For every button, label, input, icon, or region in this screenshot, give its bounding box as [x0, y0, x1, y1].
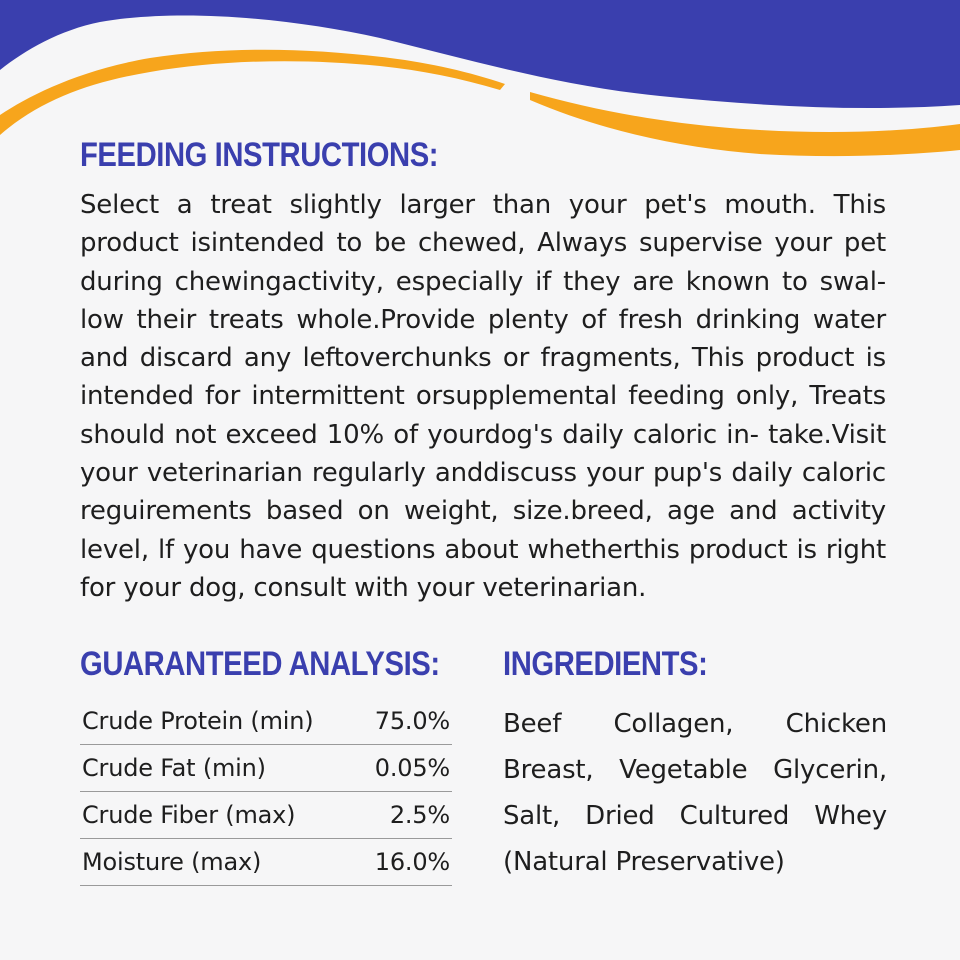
blue-wave — [0, 0, 960, 108]
feeding-instructions-title: FEEDING INSTRUCTIONS: — [80, 136, 439, 174]
feeding-instructions-text: Select a treat slightly larger than your pet's mouth. This product isintended to be chewed, Always supervise your pet during chewingactivity, especially if they are known to swal- low their treats whole.Provide plenty of fresh drinking water and discard any leftoverchunks or fragments, This product is intended for intermittent orsupplemental feeding only, Treats should not exceed 10% of yourdog's daily caloric in- take.Visit your veterinarian regularly anddiscuss your pup's daily caloric reguirements based on weight, size.breed, age and activity level, lf you have questions about whetherthis product is right for your dog, consult with your veterinarian. — [80, 190, 886, 603]
ingredients-text: Beef Collagen, Chicken Breast, Vegetable Glycerin, Salt, Dried Cultured Whey (Natural Preservative) — [503, 709, 887, 877]
analysis-label: Crude Fat (min) — [80, 745, 358, 792]
analysis-value: 0.05% — [358, 745, 452, 792]
analysis-row — [80, 792, 452, 839]
analysis-value: 75.0% — [358, 698, 452, 745]
orange-wave — [0, 50, 505, 135]
analysis-label: Crude Protein (min) — [80, 698, 358, 745]
analysis-row — [80, 698, 452, 745]
guaranteed-analysis-title: GUARANTEED ANALYSIS: — [80, 645, 440, 683]
analysis-row — [80, 839, 452, 886]
analysis-label: Crude Fiber (max) — [80, 792, 358, 839]
ingredients-title: INGREDIENTS: — [503, 645, 708, 683]
analysis-value: 2.5% — [358, 792, 452, 839]
analysis-value: 16.0% — [358, 839, 452, 886]
analysis-label: Moisture (max) — [80, 839, 358, 886]
guaranteed-analysis-table — [80, 698, 452, 886]
analysis-row — [80, 745, 452, 792]
